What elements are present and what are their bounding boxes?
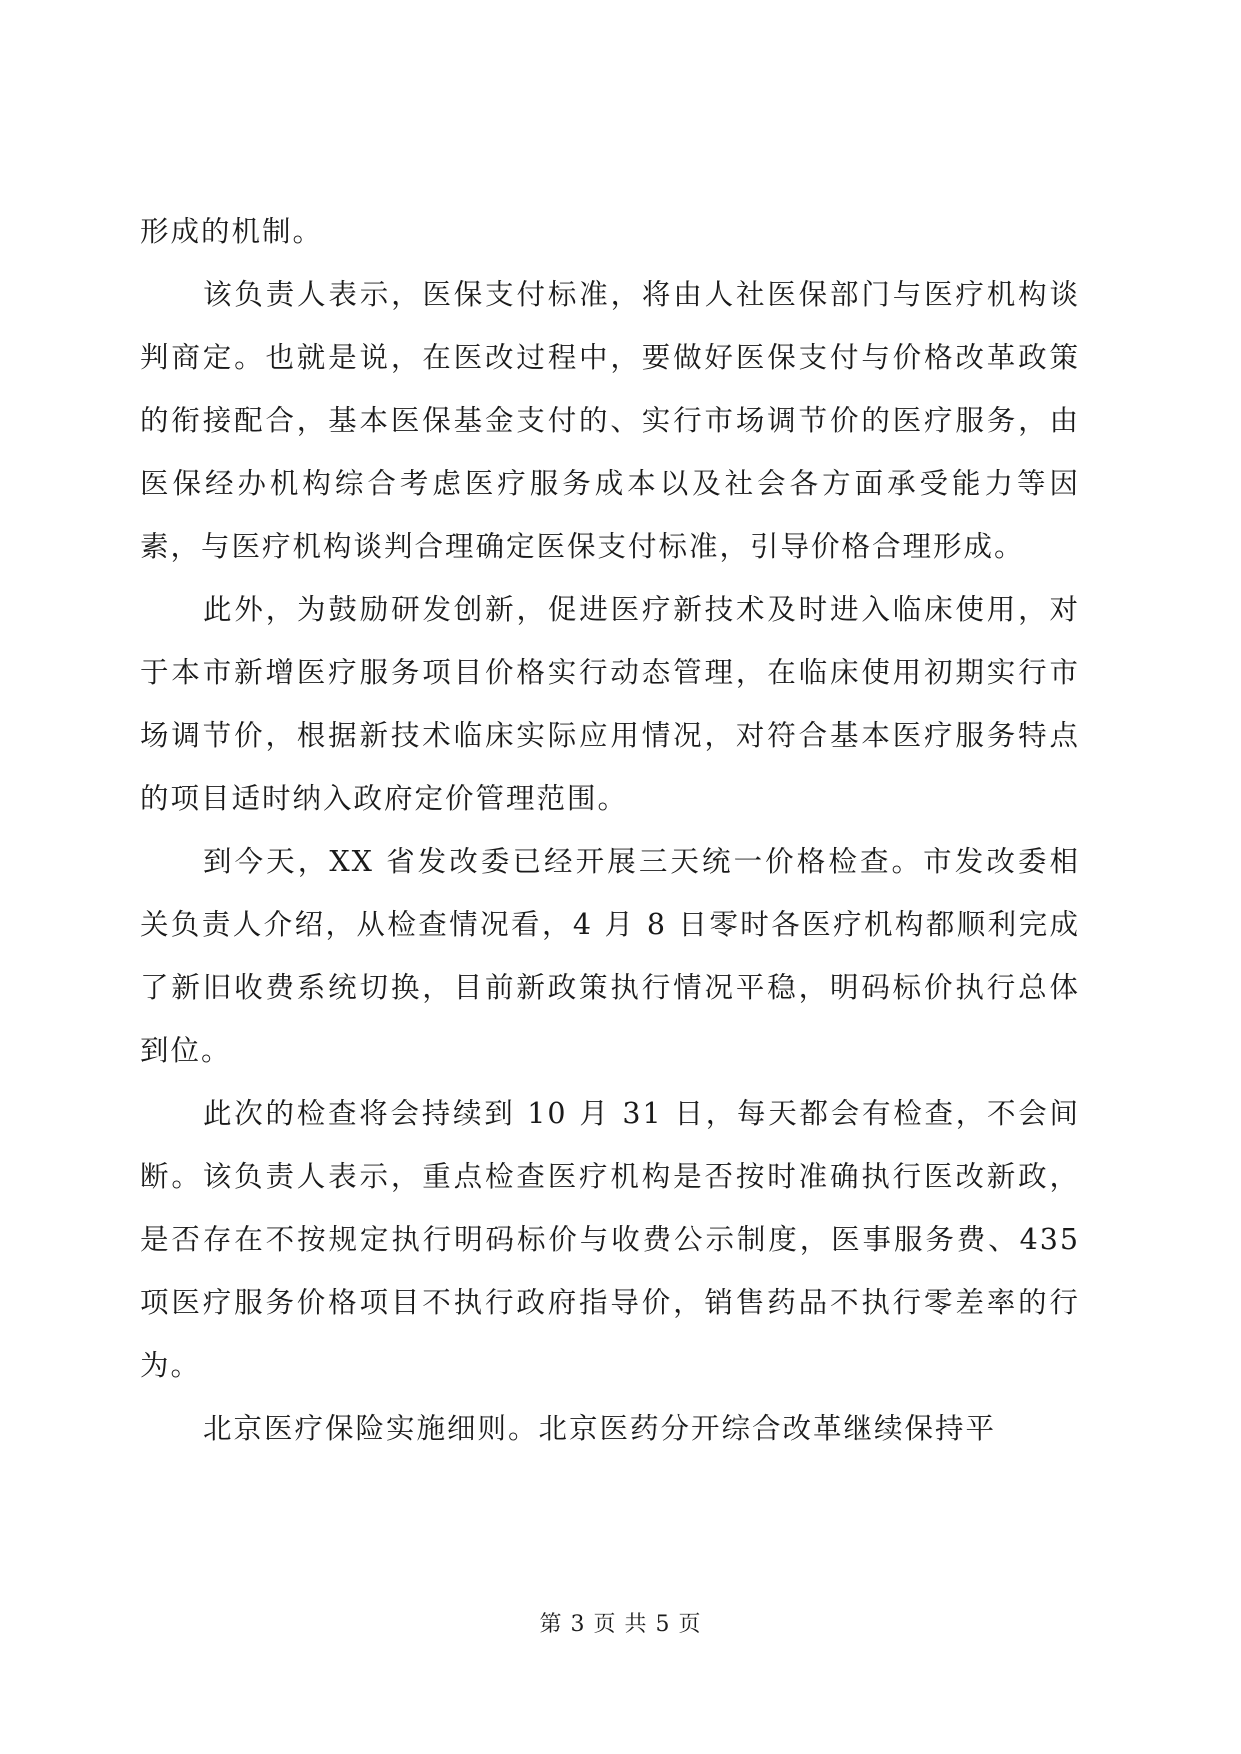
paragraph-2: 该负责人表示，医保支付标准，将由人社医保部门与医疗机构谈判商定。也就是说，在医改过程中，要做好医保支付与价格改革政策的衔接配合，基本医保基金支付的、实行市场调节价的医疗服务，由医保经办机构综合考虑医疗服务成本以及社会各方面承受能力等因素，与医疗机构谈判合理确定医保支付标准，引导价格合理形成。 <box>140 278 1080 563</box>
paragraph-4: 到今天，XX 省发改委已经开展三天统一价格检查。市发改委相关负责人介绍，从检查情况看，4 月 8 日零时各医疗机构都顺利完成了新旧收费系统切换，目前新政策执行情况平稳，明码标价执行总体到位。 <box>140 845 1080 1067</box>
document-body <box>140 200 1080 1460</box>
paragraph-6: 北京医疗保险实施细则。北京医药分开综合改革继续保持平 <box>203 1412 997 1445</box>
paragraph-1: 形成的机制。 <box>140 215 324 248</box>
paragraph-3: 此外，为鼓励研发创新，促进医疗新技术及时进入临床使用，对于本市新增医疗服务项目价格实行动态管理，在临床使用初期实行市场调节价，根据新技术临床实际应用情况，对符合基本医疗服务特点的项目适时纳入政府定价管理范围。 <box>140 593 1080 815</box>
page-footer: 第 3 页 共 5 页 <box>539 1612 702 1637</box>
paragraph-5: 此次的检查将会持续到 10 月 31 日，每天都会有检查，不会间断。该负责人表示，重点检查医疗机构是否按时准确执行医改新政，是否存在不按规定执行明码标价与收费公示制度，医事服务费、435 项医疗服务价格项目不执行政府指导价，销售药品不执行零差率的行为。 <box>140 1097 1080 1382</box>
